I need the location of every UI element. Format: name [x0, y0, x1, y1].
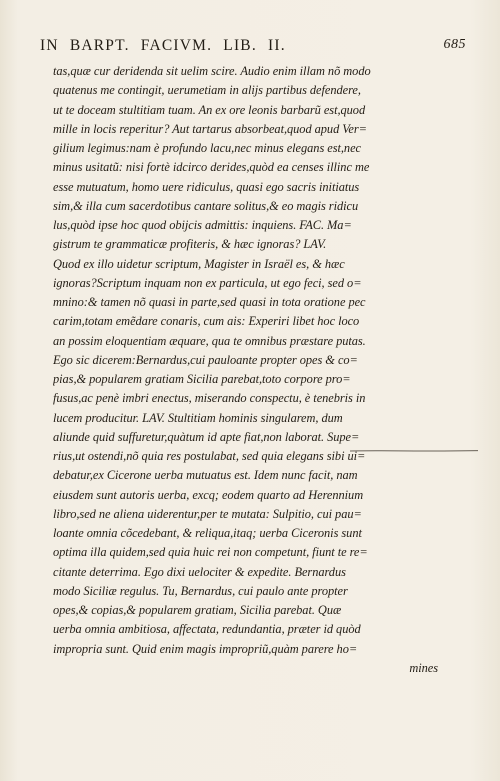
- text-line: loante omnia cõcedebant, & reliqua,itaq; uerba Ciceronis sunt: [53, 526, 362, 540]
- text-line: optima illa quidem,sed quia huic rei non competunt, fiunt te re=: [53, 545, 368, 560]
- text-line: rius,ut ostendi,nõ quia res postulabat, sed quia elegans sibi ui=: [53, 449, 366, 463]
- text-line: opes,& copias,& popularem gratiam, Sicilia parebat. Quæ: [53, 603, 342, 617]
- text-line: libro,sed ne aliena uiderentur,per te mutata: Sulpitio, cui pau=: [53, 506, 362, 521]
- text-line: mille in locis reperitur? Aut tartarus absorbeat,quod apud Ver=: [53, 121, 367, 136]
- text-line: ignoras?Scriptum inquam non ex particula, ut ego feci, sed o=: [53, 275, 362, 290]
- text-line: an possim eloquentiam æquare, qua te omnibus præstare putas.: [53, 333, 366, 348]
- text-line: tas,quæ cur deridenda sit uelim scire. Audio enim illam nõ modo: [53, 64, 371, 78]
- text-line: gistrum te grammaticæ profiteris, & hæc ignoras? LAV.: [53, 237, 327, 252]
- text-line: modo Siciliæ regulus. Tu, Bernardus, cui paulo ante propter: [53, 583, 348, 598]
- running-title: IN BARPT. FACIVM. LIB. II.: [40, 37, 286, 54]
- text-line: debatur,ex Cicerone uerba mutuatus est. Idem nunc facit, nam: [53, 468, 358, 483]
- text-line: esse mutuatum, homo uere ridiculus, quasi ego sacris initiatus: [53, 179, 360, 194]
- text-line: uerba omnia ambitiosa, affectata, redundantia, præter id quòd: [53, 622, 361, 637]
- text-line: eiusdem sunt autoris uerba, excq; eodem quarto ad Herennium: [53, 487, 364, 502]
- text-line: citante deterrima. Ego dixi uelociter & expedite. Bernardus: [53, 564, 346, 579]
- text-line: aliunde quid suffuretur,quàtum id apte fiat,non laborat. Supe=: [53, 429, 360, 444]
- text-line: Quod ex illo uidetur scriptum, Magister in Israël es, & hæc: [53, 256, 345, 271]
- page-number: 685: [443, 37, 466, 52]
- margin-ink-stroke: [350, 449, 478, 451]
- text-line: pias,& popularem gratiam Sicilia parebat,toto corpore pro=: [53, 372, 351, 386]
- running-head: [40, 37, 466, 57]
- text-line: gilium legimus:nam è profundo lacu,nec minus elegans est,nec: [53, 141, 361, 155]
- body-text: [53, 62, 468, 678]
- text-line: Ego sic dicerem:Bernardus,cui pauloante propter opes & co=: [53, 352, 358, 367]
- text-line: mines: [409, 660, 438, 675]
- text-line: impropria sunt. Quid enim magis impropriũ,quàm parere ho=: [53, 641, 358, 656]
- text-line: fusus,ac penè imbri enectus, miserando conspectu, è tenebris in: [53, 391, 366, 406]
- text-line: sim,& illa cum sacerdotibus cantare solitus,& eo magis ridicu: [53, 198, 359, 213]
- text-line: mnino:& tamen nõ quasi in parte,sed quasi in tota oratione pec: [53, 295, 366, 309]
- text-line: ut te doceam stultitiam tuam. An ex ore leonis barbarũ est,quod: [53, 102, 366, 117]
- text-line: carim,totam emẽdare conaris, cum ais: Experiri libet hoc loco: [53, 314, 360, 329]
- text-line: lus,quòd ipse hoc quod obijcis admittis: inquiens. FAC. Ma=: [53, 218, 352, 232]
- text-line: quatenus me contingit, uerumetiam in alijs partibus defendere,: [53, 83, 361, 98]
- text-line: lucem producitur. LAV. Stultitiam hominis singularem, dum: [53, 410, 343, 425]
- text-line: minus usitatũ: nisi fortè idcirco derides,quòd ea censes illinc me: [53, 160, 370, 175]
